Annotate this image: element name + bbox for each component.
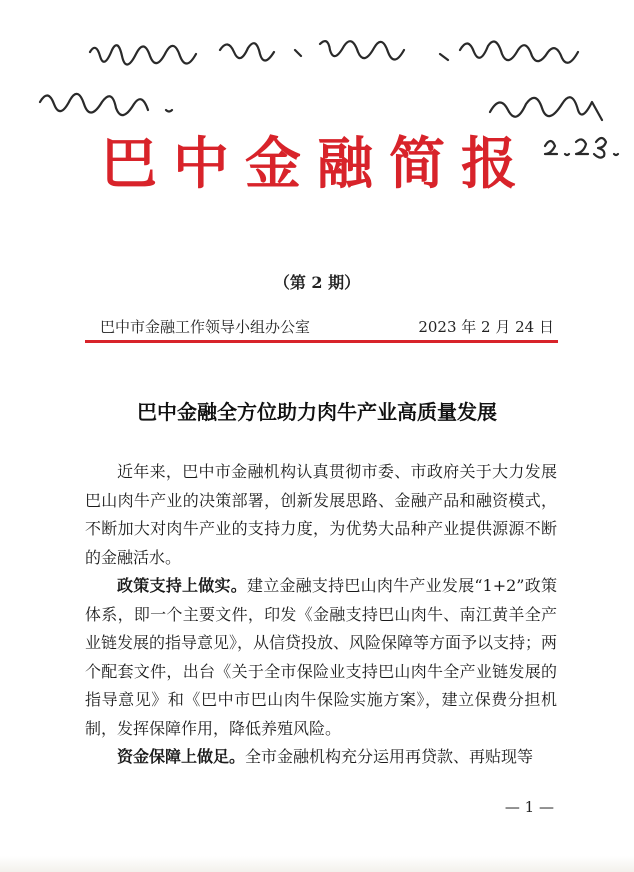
paragraph-text: 建立金融支持巴山肉牛产业发展“1+2”政策体系，即一个主要文件，印发《金融支持巴山肉牛、南江黄羊全产业链发展的指导意见》，从信贷投放、风险保障等方面予以支持；两个配套文件，出台《关于全市保险业支持巴山肉牛全产业链发展的指导意见》和《巴中市巴山肉牛保险实施方案》，建立保费分担机制，发挥保障作用，降低养殖风险。 [85, 576, 558, 738]
article-headline: 巴中金融全方位助力肉牛产业高质量发展 [137, 400, 497, 424]
issue-number: （第 2 期） [273, 273, 361, 292]
masthead-title: 巴中金融简报 [101, 131, 533, 197]
red-divider-line [85, 340, 558, 343]
paragraph-text: 全市金融机构充分运用再贷款、再贴现等 [245, 747, 534, 766]
page-bottom-edge [0, 856, 634, 872]
issuing-office: 巴中市金融工作领导小组办公室 [100, 318, 311, 336]
issue-date: 2023 年 2 月 24 日 [418, 318, 554, 336]
paragraph-text: 近年来，巴中市金融机构认真贯彻市委、市政府关于大力发展巴山肉牛产业的决策部署，创新发展思路、金融产品和融资模式，不断加大对肉牛产业的支持力度，为优势大品种产业提供源源不断的金融活水。 [85, 462, 557, 567]
paragraph-lead: 资金保障上做足。 [117, 747, 246, 766]
paragraph-lead: 政策支持上做实。 [117, 576, 247, 595]
paragraph [85, 458, 557, 572]
paragraph [85, 572, 557, 743]
article-body [85, 458, 557, 772]
page-number: — 1 — [504, 798, 554, 816]
paragraph [85, 743, 557, 772]
